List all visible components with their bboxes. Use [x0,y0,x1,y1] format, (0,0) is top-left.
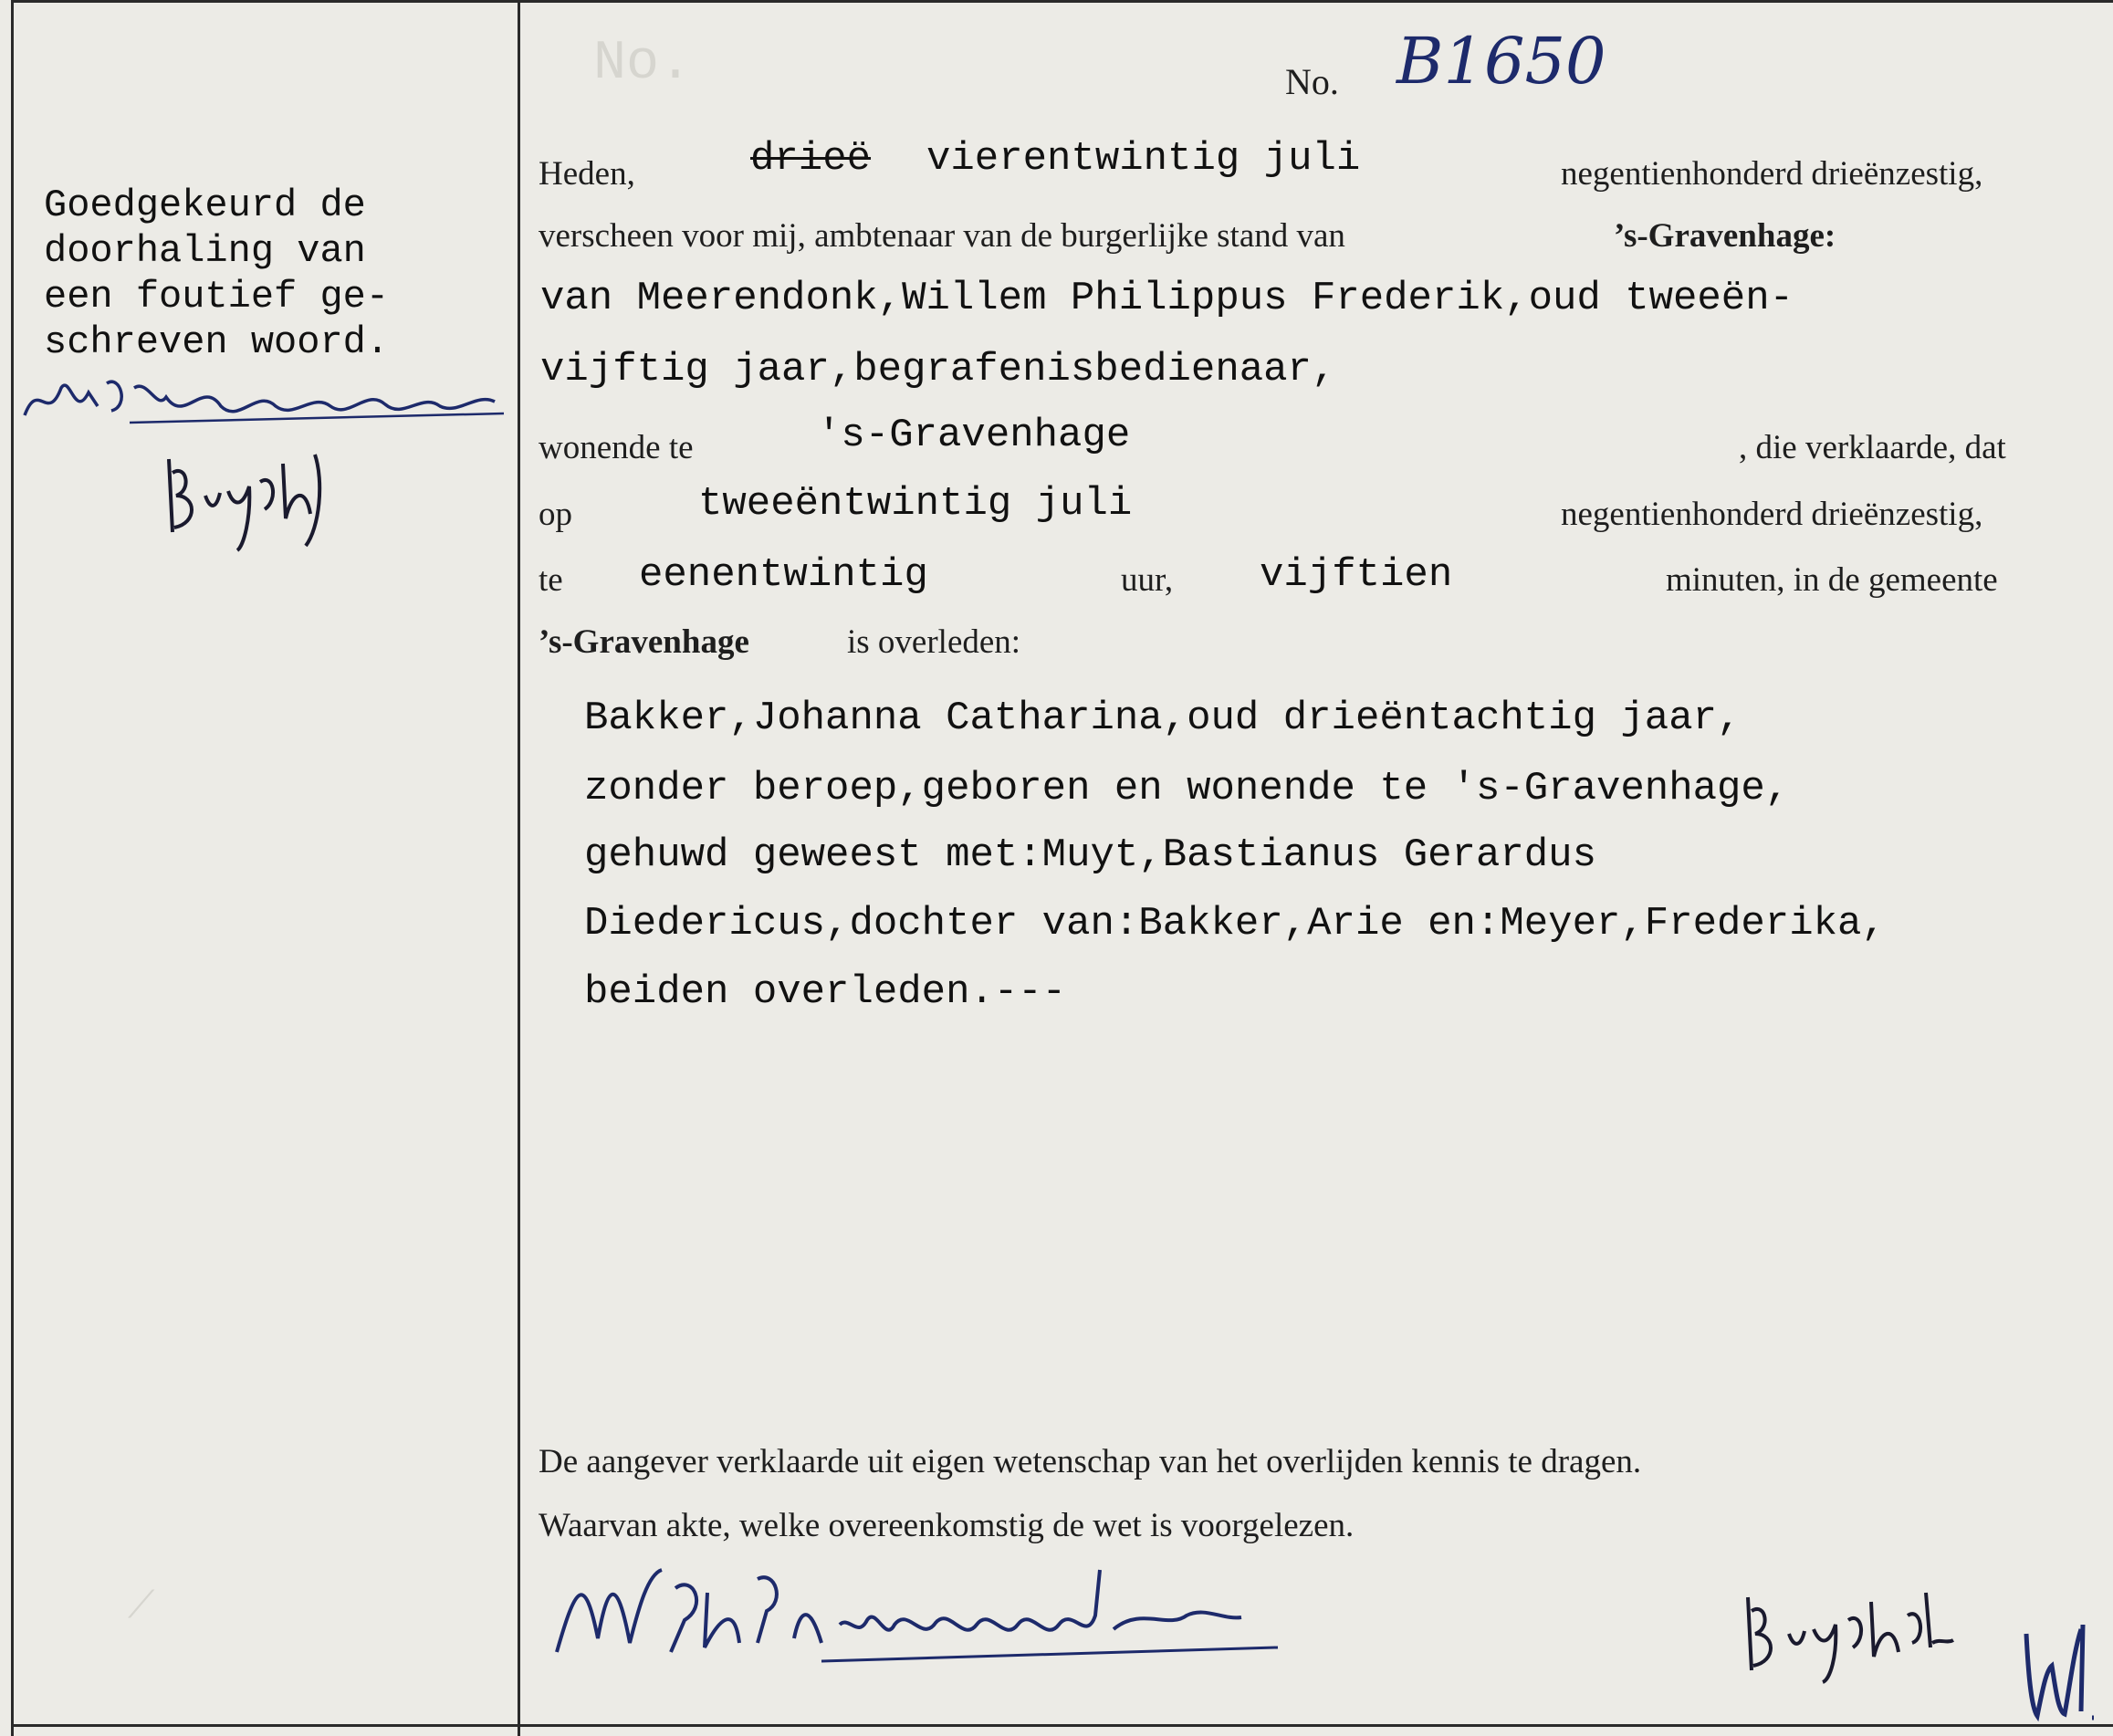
initials-mark [2017,1616,2099,1725]
deceased-statement: is overleden: [847,623,1021,661]
declarant-residence: 's-Gravenhage [817,413,1131,458]
official-signature [1739,1584,1958,1684]
declarant-line: van Meerendonk,Willem Philippus Frederik,oud tweeën- [540,276,1794,321]
margin-line: schreven woord. [44,320,390,364]
bleed-through-decoration: No. [593,33,693,95]
year-of-record: negentienhonderd drieënzestig, [1561,155,1983,193]
left-border [11,0,14,1736]
closing-statement: Waarvan akte, welke overeenkomstig de wet is voorgelezen. [539,1507,1355,1544]
op-label: op [539,496,572,533]
date-of-record: vierentwintig juli [926,136,1361,182]
margin-signature-official [160,445,351,555]
register-number-label: No. [1285,61,1339,102]
margin-line: Goedgekeurd de [44,183,366,227]
declarant-line: vijftig jaar,begrafenisbedienaar, [540,347,1336,392]
margin-line: doorhaling van [44,229,366,273]
top-border [11,0,2113,3]
place-of-death: ’s-Gravenhage [539,623,749,661]
heden-label: Heden, [539,155,635,193]
uur-label: uur, [1121,561,1174,599]
margin-signature-declarant [20,370,513,434]
struck-word: drieë [750,136,872,182]
declaration-text: , die verklaarde, dat [1739,429,2006,466]
year-of-death: negentienhonderd drieënzestig, [1561,496,1983,533]
register-number: B1650 [1396,24,1606,99]
deceased-line: Diedericus,dochter van:Bakker,Arie en:Meyer,Frederika, [584,901,1886,946]
appearance-statement: verscheen voor mij, ambtenaar van de burgerlijke stand van [539,217,1345,255]
deceased-line: zonder beroep,geboren en wonende te 's-Gravenhage, [584,766,1790,811]
column-divider [518,0,520,1736]
deceased-line: beiden overleden.--- [584,969,1067,1015]
te-label: te [539,561,563,599]
date-of-death: tweeëntwintig juli [698,481,1133,527]
residence-label: wonende te [539,429,694,466]
closing-statement: De aangever verklaarde uit eigen wetenschap van het overlijden kennis te dragen. [539,1443,1642,1480]
municipality: ’s-Gravenhage: [1614,217,1836,255]
deceased-line: Bakker,Johanna Catharina,oud drieëntachtig jaar, [584,695,1742,741]
bottom-border [11,1724,2113,1727]
hour-of-death: eenentwintig [639,552,928,598]
declarant-signature [548,1552,1296,1670]
margin-annotation [44,183,389,365]
minutes-of-death: vijftien [1260,552,1453,598]
minutes-label: minuten, in de gemeente [1666,561,1998,599]
margin-line: een foutief ge- [44,275,390,319]
bleed-through-decoration: ⟋ [128,1585,155,1629]
deceased-line: gehuwd geweest met:Muyt,Bastianus Gerardus [584,832,1596,878]
